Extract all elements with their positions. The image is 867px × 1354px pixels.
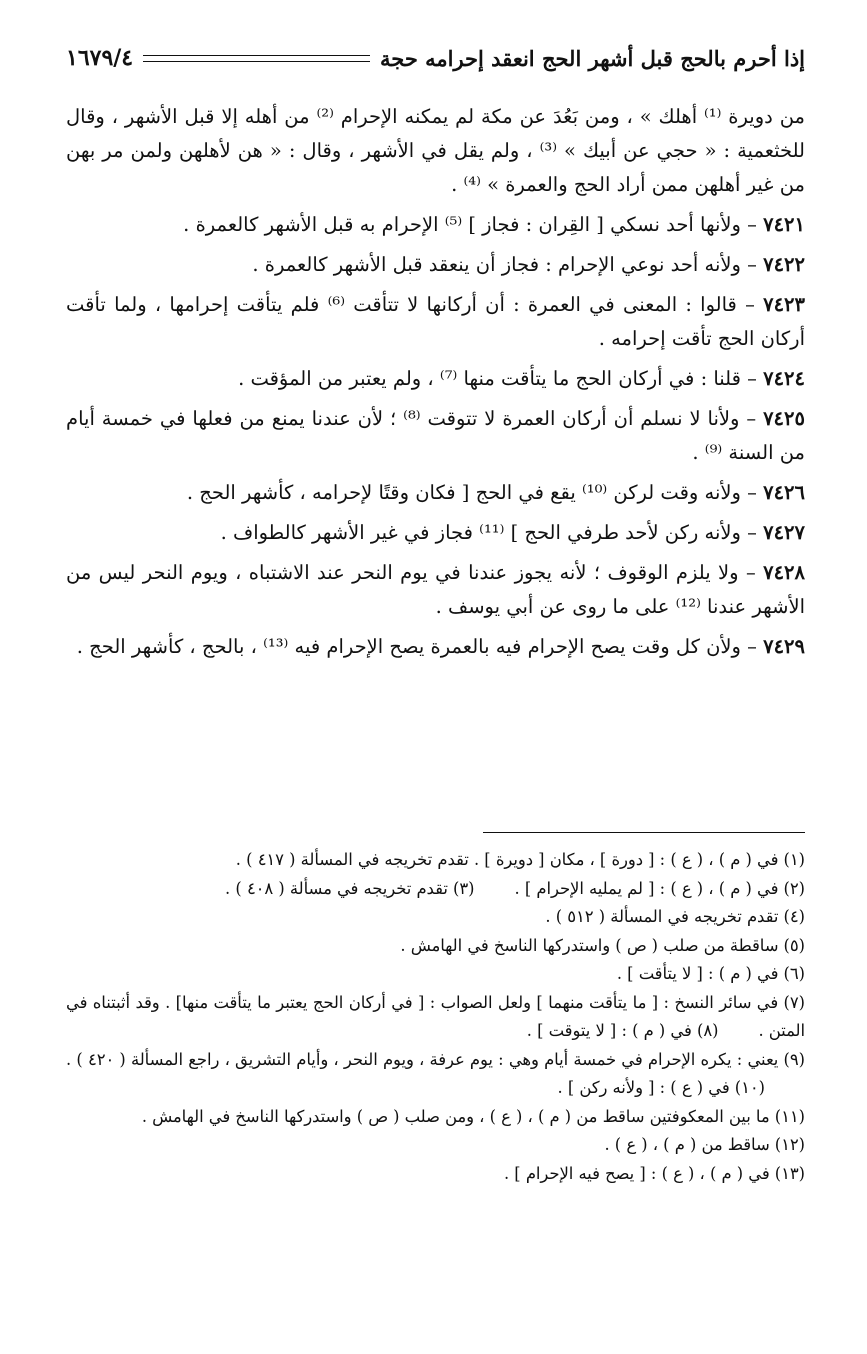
- footnote: (٧) في سائر النسخ : [ ما يتأقت منهما ] ولعل الصواب : [ في أركان الحج يعتبر ما يتأقت منها] . وقد أثبتناه في المتن .: [66, 992, 805, 1040]
- footnote: (٨) في ( م ) : [ لا يتوقت ] .: [526, 1021, 719, 1040]
- issue-number: ٧٤٢٢: [763, 253, 805, 276]
- footnote: (٢) في ( م ) ، ( ع ) : [ لم يمليه الإحرام ] .: [514, 878, 805, 898]
- footnote-line: [66, 989, 805, 1046]
- issue-text: قالوا : المعنى في العمرة : أن أركانها لا تتأقت ⁽⁶⁾ فلم يتأقت إحرامها ، ولما تأقت أركان الحج تأقت إحرامه .: [66, 293, 805, 350]
- issue-paragraph: ٧٤٢٢ – ولأنه أحد نوعي الإحرام : فجاز أن ينعقد قبل الأشهر كالعمرة .: [252, 253, 805, 276]
- issue-paragraph: ٧٤٢١ – ولأنها أحد نسكي [ القِران : فجاز ] ⁽⁵⁾ الإحرام به قبل الأشهر كالعمرة .: [183, 213, 805, 236]
- footnote: (٣) تقدم تخريجه في مسألة ( ٤٠٨ ) .: [225, 878, 475, 898]
- issue-text: قلنا : في أركان الحج ما يتأقت منها ⁽⁷⁾ ، ولم يعتبر من المؤقت .: [238, 367, 741, 390]
- issue-paragraph: ٧٤٢٣ – قالوا : المعنى في العمرة : أن أركانها لا تتأقت ⁽⁶⁾ فلم يتأقت إحرامها ، ولما تأقت أركان الحج تأقت إحرامه .: [66, 293, 806, 350]
- issue-paragraph: ٧٤٢٧ – ولأنه ركن لأحد طرفي الحج ] ⁽¹¹⁾ فجاز في غير الأشهر كالطواف .: [220, 521, 805, 544]
- page-number: ١٦٧٩/٤: [66, 45, 134, 71]
- issue-text: ولأنه وقت لركن ⁽¹⁰⁾ يقع في الحج [ فكان وقتًا لإحرامه ، كأشهر الحج .: [186, 481, 741, 504]
- issue-number: ٧٤٢٥: [763, 407, 805, 430]
- footnote: (١١) ما بين المعكوفتين ساقط من ( م ) ، ( ع ) ، ومن صلب ( ص ) واستدركها الناسخ في الهامش .: [141, 1106, 805, 1126]
- issue-text: ولأنا لا نسلم أن أركان العمرة لا تتوقت ⁽⁸⁾ ؛ لأن عندنا يمنع من فعلها في خمسة أيام من السنة ⁽⁹⁾ .: [66, 407, 805, 464]
- issue-number: ٧٤٢٣: [763, 293, 806, 316]
- issue-number: ٧٤٢٤: [763, 367, 805, 390]
- issue-number: ٧٤٢١: [763, 213, 805, 236]
- footnote: (٤) تقدم تخريجه في المسألة ( ٥١٢ ) .: [545, 907, 805, 926]
- header-double-rule: [143, 55, 370, 62]
- footnotes: [66, 846, 805, 1188]
- footnote-line: [66, 1046, 805, 1103]
- footnote: (١٠) في ( ع ) : [ ولأنه ركن ] .: [557, 1078, 765, 1097]
- issue-text: ولأنها أحد نسكي [ القِران : فجاز ] ⁽⁵⁾ الإحرام به قبل الأشهر كالعمرة .: [183, 213, 741, 236]
- issue-paragraph: ٧٤٢٦ – ولأنه وقت لركن ⁽¹⁰⁾ يقع في الحج [ فكان وقتًا لإحرامه ، كأشهر الحج .: [186, 481, 805, 504]
- main-text: [66, 100, 805, 670]
- footnote: (٥) ساقطة من صلب ( ص ) واستدركها الناسخ في الهامش .: [400, 935, 805, 955]
- issue-number: ٧٤٢٧: [763, 521, 805, 544]
- issue-text: ولأنه أحد نوعي الإحرام : فجاز أن ينعقد قبل الأشهر كالعمرة .: [252, 253, 741, 276]
- issue-text: ولأن كل وقت يصح الإحرام فيه بالعمرة يصح الإحرام فيه ⁽¹³⁾ ، بالحج ، كأشهر الحج .: [76, 635, 741, 658]
- issue-paragraph: ٧٤٢٤ – قلنا : في أركان الحج ما يتأقت منها ⁽⁷⁾ ، ولم يعتبر من المؤقت .: [238, 367, 805, 390]
- footnote: (٩) يعني : يكره الإحرام في خمسة أيام وهي : يوم عرفة ، ويوم النحر ، وأيام التشريق ، راجع المسألة ( ٤٢٠ ) .: [66, 1049, 805, 1069]
- issue-number: ٧٤٢٦: [763, 481, 805, 504]
- issue-paragraph: ٧٤٢٩ – ولأن كل وقت يصح الإحرام فيه بالعمرة يصح الإحرام فيه ⁽¹³⁾ ، بالحج ، كأشهر الحج .: [76, 635, 805, 658]
- issue-paragraph: ٧٤٢٥ – ولأنا لا نسلم أن أركان العمرة لا تتوقت ⁽⁸⁾ ؛ لأن عندنا يمنع من فعلها في خمسة أيام من السنة ⁽⁹⁾ .: [66, 407, 805, 464]
- issue-number: ٧٤٢٨: [763, 561, 806, 584]
- running-title: إذا أحرم بالحج قبل أشهر الحج انعقد إحرامه حجة: [380, 45, 805, 71]
- footnote: (٦) في ( م ) : [ لا يتأقت ] .: [616, 964, 805, 983]
- footnote: (١٢) ساقط من ( م ) ، ( ع ) .: [604, 1135, 805, 1154]
- issue-number: ٧٤٢٩: [763, 635, 805, 658]
- footnote: (١٣) في ( م ) ، ( ع ) : [ يصح فيه الإحرام ] .: [503, 1163, 805, 1183]
- page-header: [66, 40, 805, 76]
- issue-paragraph: ٧٤٢٨ – ولا يلزم الوقوف ؛ لأنه يجوز عندنا في يوم النحر عند الاشتباه ، ويوم النحر ليس من الأشهر عندنا ⁽¹²⁾ على ما روى عن أبي يوسف .: [66, 561, 806, 618]
- footnote-separator: [483, 832, 805, 833]
- issue-text: ولا يلزم الوقوف ؛ لأنه يجوز عندنا في يوم النحر عند الاشتباه ، ويوم النحر ليس من الأشهر عندنا ⁽¹²⁾ على ما روى عن أبي يوسف .: [66, 561, 805, 618]
- issue-text: ولأنه ركن لأحد طرفي الحج ] ⁽¹¹⁾ فجاز في غير الأشهر كالطواف .: [220, 521, 741, 544]
- footnote-line: [66, 875, 805, 904]
- footnote: (١) في ( م ) ، ( ع ) : [ دورة ] ، مكان [ دويرة ] . تقدم تخريجه في المسألة ( ٤١٧ ) .: [235, 850, 805, 869]
- intro-paragraph: من دويرة ⁽¹⁾ أهلك » ، ومن بَعُدَ عن مكة لم يمكنه الإحرام ⁽²⁾ من أهله إلا قبل الأشهر ، وقال للخثعمية : « حجي عن أبيك » ⁽³⁾ ، ولم يقل في الأشهر ، وقال : « هن لأهلهن ولمن مر بهن من غير أهلهن ممن أراد الحج والعمرة » ⁽⁴⁾ .: [66, 105, 805, 196]
